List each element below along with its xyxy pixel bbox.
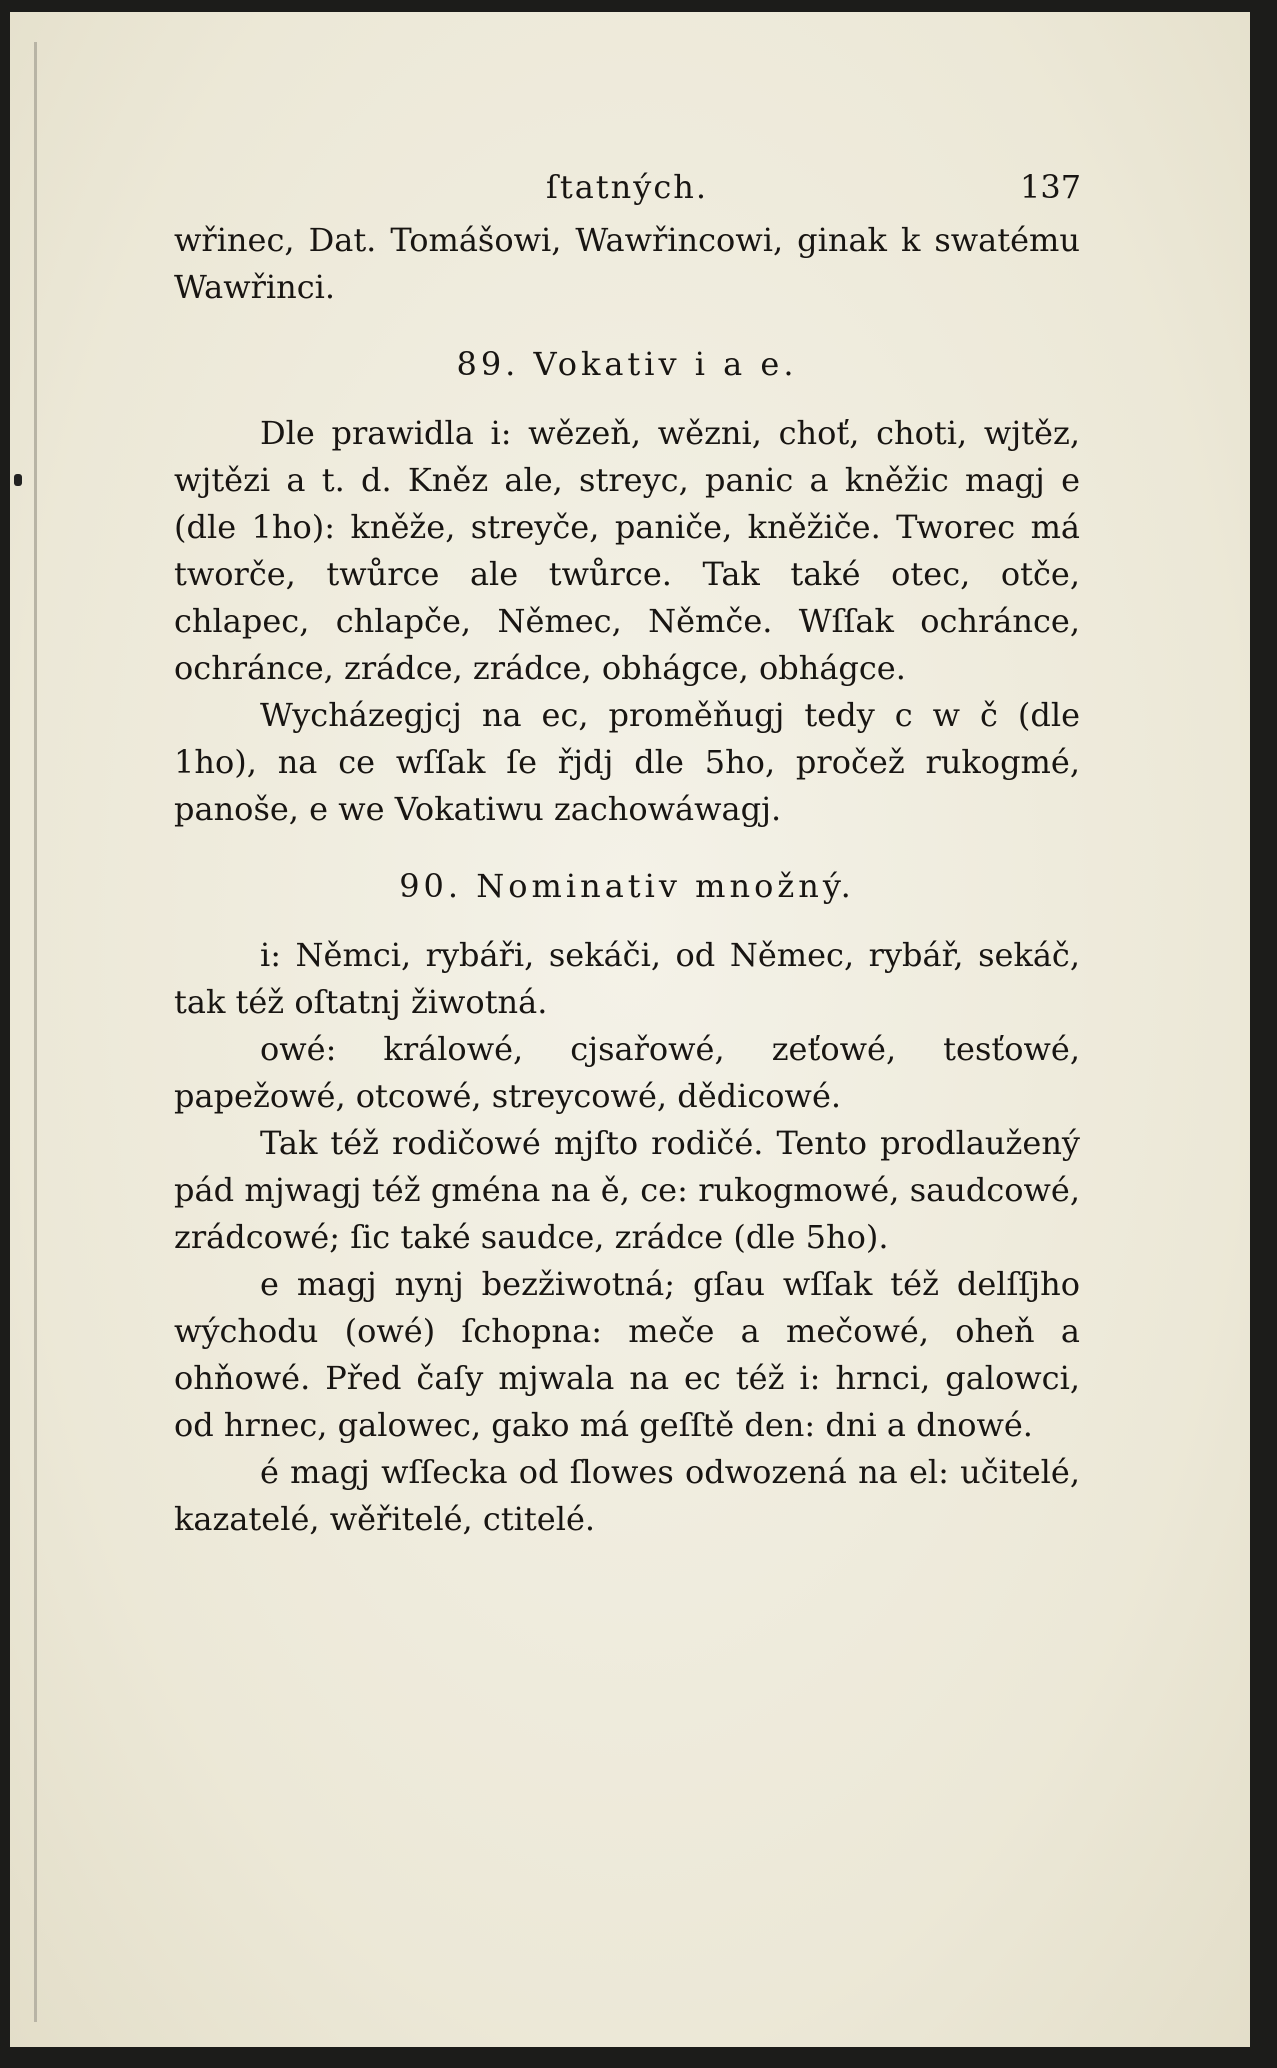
section-title-89: 89. Vokativ i a e. <box>456 345 798 383</box>
paragraph: owé: králowé, cjsařowé, zeťowé, tesťowé, papežowé, otcowé, streycowé, dědicowé. <box>174 1030 1080 1115</box>
book-page <box>10 12 1250 2047</box>
paragraph: Dle prawidla i: wězeň, wězni, choť, choti, wjtěz, wjtězi a t. d. Kněz ale, streyc, panic a kněžic magj e (dle 1ho): kněže, streyče, paniče, kněžiče. Tworec má tworče, twůrce ale twůrce. Tak také otec, otče, chlapec, chlapče, Němec, Němče. Wſſak ochránce, ochránce, zrádce, zrádce, obhágce, obhágce. <box>174 414 1080 687</box>
paragraph: e magj nynj bezžiwotná; gſau wſſak též delſſjho wýchodu (owé) ſchopna: meče a mečowé, oheň a ohňowé. Před čaſy mjwala na ec též i: hrnci, galowci, od hrnec, galowec, gako má geſſtě den: dni a dnowé. <box>174 1265 1080 1444</box>
page-header <box>174 164 1080 217</box>
page-text <box>174 164 1080 1543</box>
margin-mark <box>14 474 22 486</box>
running-head: ſtatných. <box>545 168 709 206</box>
page-number: 137 <box>1020 168 1082 206</box>
binding-edge <box>34 42 37 2022</box>
section-title-90: 90. Nominativ množný. <box>399 867 855 905</box>
paragraph: Wycházegjcj na ec, proměňugj tedy c w č (dle 1ho), na ce wſſak ſe řjdj dle 5ho, pročež rukogmé, panoše, e we Vokatiwu zachowáwagj. <box>174 696 1080 828</box>
paragraph: é magj wſſecka od ſlowes odwozená na el: učitelé, kazatelé, wěřitelé, ctitelé. <box>174 1453 1080 1538</box>
paragraph: i: Němci, rybáři, sekáči, od Němec, rybář, sekáč, tak též oſtatnj žiwotná. <box>174 936 1080 1021</box>
paragraph: Tak též rodičowé mjſto rodičé. Tento prodlaužený pád mjwagj též gména na ě, ce: rukogmowé, saudcowé, zrádcowé; ſic také saudce, zrádce (dle 5ho). <box>174 1124 1080 1256</box>
intro-paragraph: wřinec, Dat. Tomášowi, Wawřincowi, ginak k swatému Wawřinci. <box>174 221 1080 306</box>
